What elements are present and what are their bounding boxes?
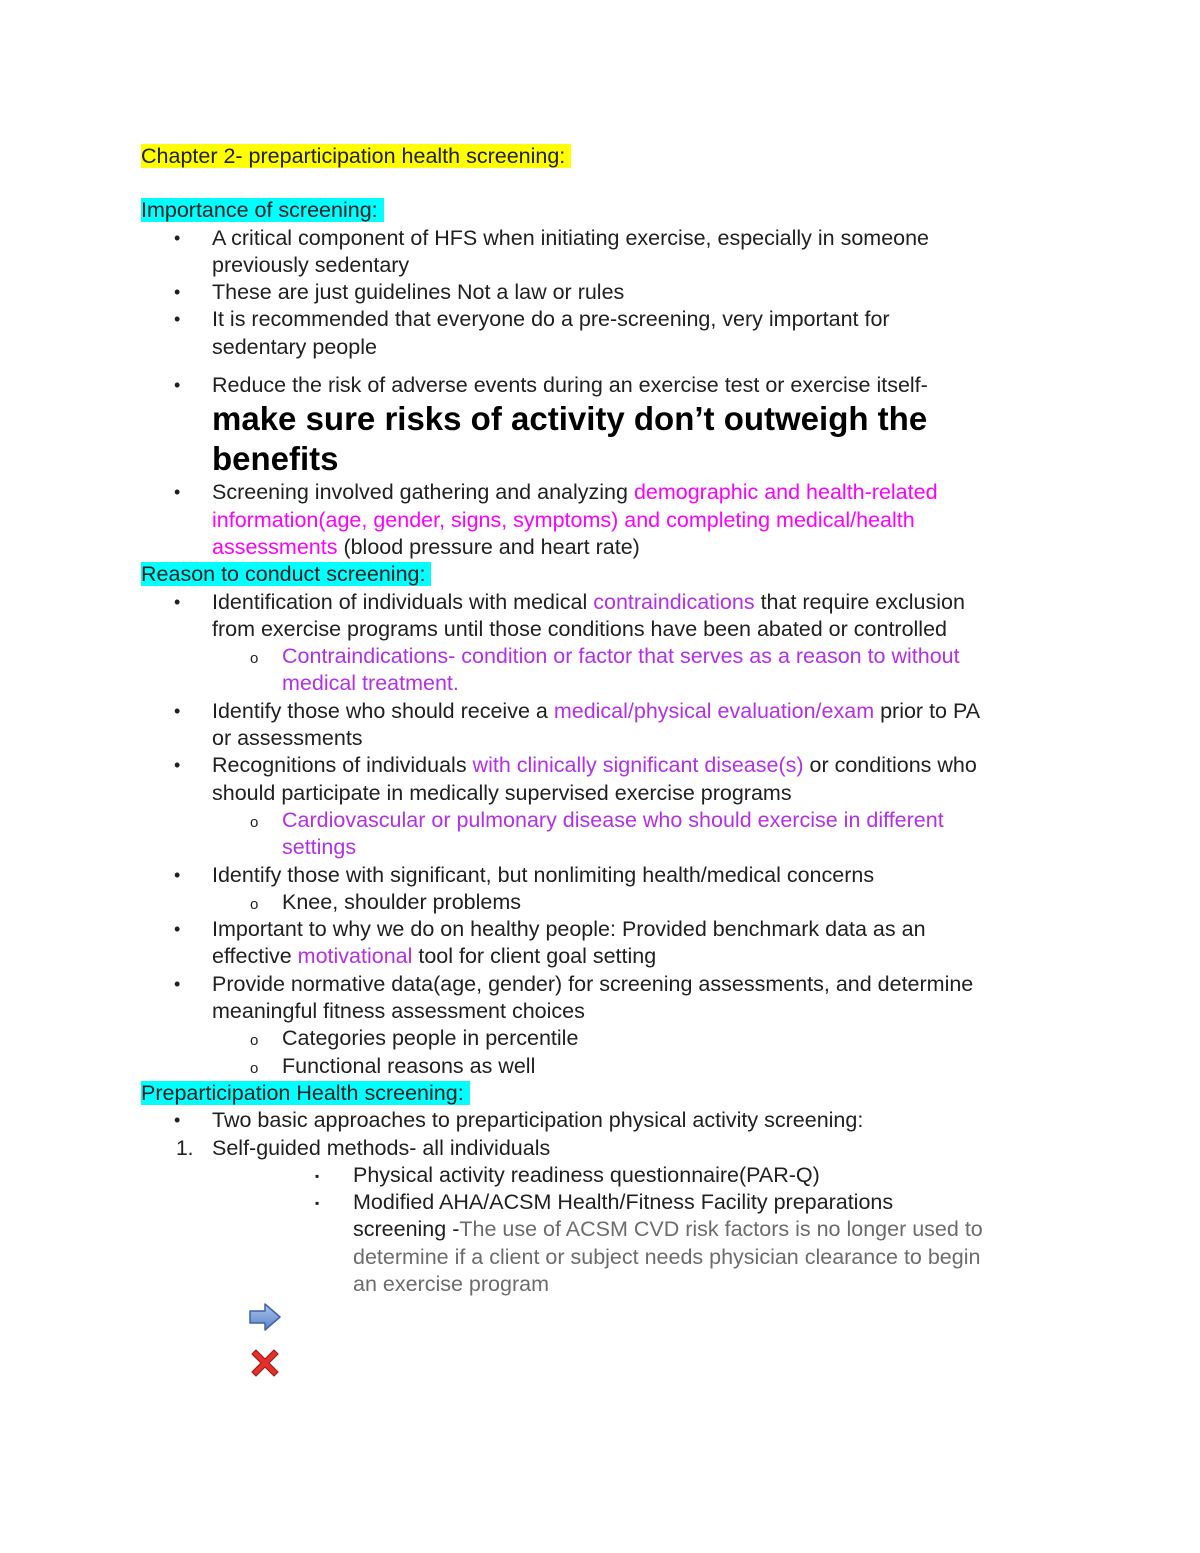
section-heading-importance: Importance of screening: xyxy=(141,197,1101,224)
bullet-marker: • xyxy=(174,591,181,612)
list-item: • Identification of individuals with medical contraindications that require exclusion from exercise programs until those conditions have been abated or controlled xyxy=(174,589,965,641)
bullet-marker: • xyxy=(174,864,181,885)
list-item: • Reduce the risk of adverse events during an exercise test or exercise itself- make sure risks of activity don’t outweigh the benefits xyxy=(141,372,1101,479)
bullet-marker: • xyxy=(174,375,181,396)
sub-list-item: o Contraindications- condition or factor that serves as a reason to without medical treatment. xyxy=(250,644,960,696)
list-item: • Recognitions of individuals with clinically significant disease(s) or conditions who should participate in medically supervised exercise programs xyxy=(174,753,977,805)
bullet-marker: • xyxy=(174,227,181,248)
sub-list-item: o Functional reasons as well xyxy=(141,1053,1101,1080)
bullet-marker: • xyxy=(174,1110,181,1131)
bullet-marker: • xyxy=(174,919,181,940)
list-item: • Two basic approaches to preparticipation physical activity screening: xyxy=(141,1107,1101,1134)
list-item: • It is recommended that everyone do a pre-screening, very important for sedentary people xyxy=(174,307,890,359)
red-x-icon xyxy=(248,1346,282,1380)
list-item: • Provide normative data(age, gender) for screening assessments, and determine meaningful fitness assessment choices xyxy=(174,971,974,1024)
circle-marker: o xyxy=(250,813,259,831)
circle-marker: o xyxy=(250,1032,259,1050)
emphasis-text: make sure risks of activity don’t outweigh the xyxy=(212,400,928,438)
bullet-marker: • xyxy=(174,282,181,303)
number-marker: 1. xyxy=(176,1136,194,1160)
sub-list-item: ▪ Modified AHA/ACSM Health/Fitness Facility preparations screening -The use of ACSM CVD risk factors is no longer used to determine if a client or subject needs physician clearance to begin an exercise program xyxy=(315,1190,983,1296)
bullet-marker: • xyxy=(174,482,181,503)
circle-marker: o xyxy=(250,1059,259,1077)
circle-marker: o xyxy=(250,650,259,668)
bullet-marker: • xyxy=(174,700,181,721)
numbered-list-item: 1. Self-guided methods- all individuals xyxy=(141,1135,1101,1162)
chapter-title: Chapter 2- preparticipation health screening: xyxy=(141,143,1101,170)
list-item: • Identify those who should receive a medical/physical evaluation/exam prior to PA or assessments xyxy=(174,698,981,751)
emphasis-text: benefits xyxy=(212,440,339,478)
list-item: • A critical component of HFS when initiating exercise, especially in someone previously sedentary xyxy=(174,225,930,277)
section-heading-preparticipation: Preparticipation Health screening: xyxy=(141,1080,1101,1107)
sub-list-item: o Knee, shoulder problems xyxy=(141,889,1101,916)
list-item: • Screening involved gathering and analyzing demographic and health-related information(age, gender, signs, symptoms) and completing medical/health assessments (blood pressure and heart rate) xyxy=(174,480,938,559)
square-marker: ▪ xyxy=(315,1168,320,1183)
circle-marker: o xyxy=(250,895,259,913)
sub-list-item: ▪ Physical activity readiness questionnaire(PAR-Q) xyxy=(141,1162,1101,1189)
section-heading-reason: Reason to conduct screening: xyxy=(141,561,1101,588)
list-item: • Identify those with significant, but nonlimiting health/medical concerns xyxy=(141,862,1101,889)
document-body xyxy=(141,143,1101,1298)
right-arrow-icon xyxy=(248,1302,282,1332)
bullet-marker: • xyxy=(174,973,181,994)
list-item: • Important to why we do on healthy people: Provided benchmark data as an effective motivational tool for client goal setting xyxy=(174,917,926,969)
bullet-marker: • xyxy=(174,309,181,330)
sub-list-item: o Cardiovascular or pulmonary disease who should exercise in different settings xyxy=(250,807,944,860)
square-marker: ▪ xyxy=(315,1196,320,1211)
bullet-marker: • xyxy=(174,755,181,776)
sub-list-item: o Categories people in percentile xyxy=(141,1025,1101,1052)
list-item: • These are just guidelines Not a law or rules xyxy=(141,279,1101,306)
